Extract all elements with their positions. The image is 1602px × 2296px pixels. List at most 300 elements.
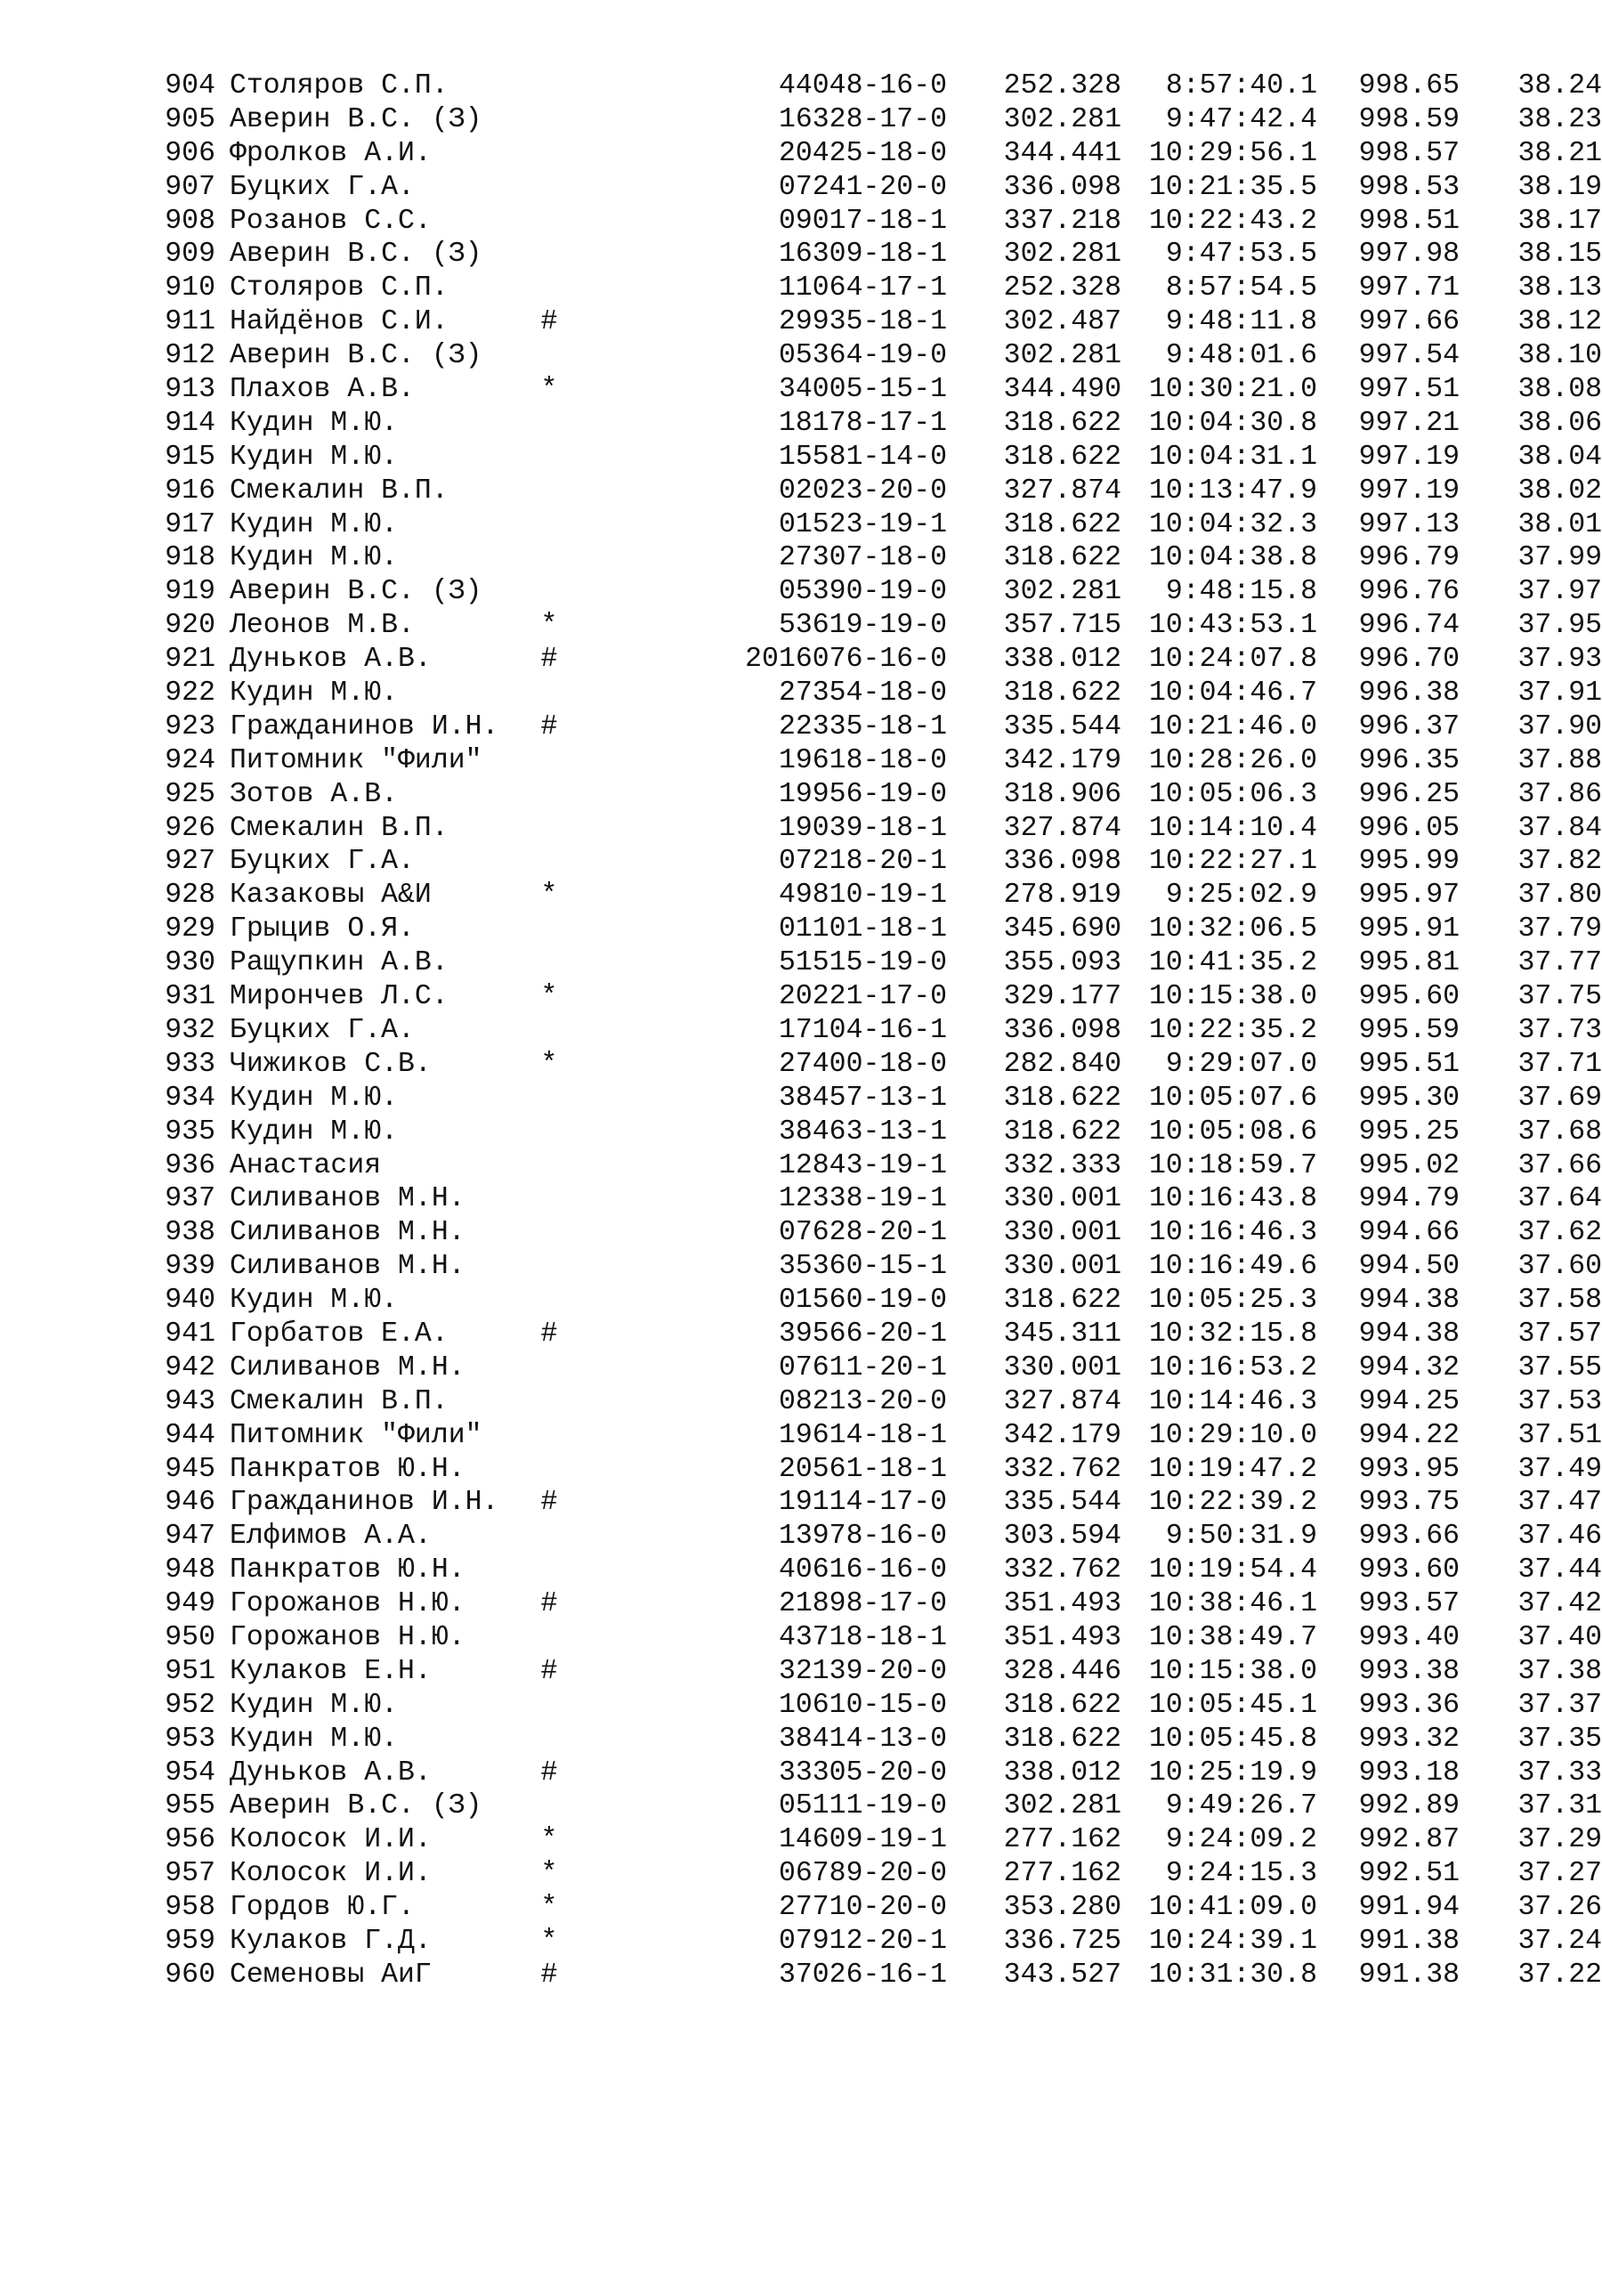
fancier-name: Чижиков С.В. xyxy=(230,1048,432,1080)
speed: 993.75 xyxy=(1358,1487,1460,1519)
distance: 342.179 xyxy=(1003,744,1121,776)
speed: 998.51 xyxy=(1358,205,1460,237)
points: 38.19 xyxy=(1517,171,1602,203)
place-number: 957 xyxy=(165,1858,215,1890)
distance: 345.311 xyxy=(1003,1318,1121,1350)
place-number: 911 xyxy=(165,306,215,338)
result-row xyxy=(160,1116,1602,1149)
fancier-name: Силиванов М.Н. xyxy=(230,1251,465,1283)
speed: 991.94 xyxy=(1358,1892,1460,1924)
result-row xyxy=(160,1689,1602,1723)
category-mark: * xyxy=(540,1048,558,1080)
points: 37.80 xyxy=(1517,880,1602,912)
distance: 318.622 xyxy=(1003,677,1121,710)
place-number: 920 xyxy=(165,610,215,642)
speed: 993.32 xyxy=(1358,1723,1460,1755)
points: 37.40 xyxy=(1517,1621,1602,1653)
place-number: 950 xyxy=(165,1621,215,1653)
speed: 997.98 xyxy=(1358,239,1460,271)
fancier-name: Кудин М.Ю. xyxy=(230,441,399,473)
result-row xyxy=(160,305,1602,339)
ring-number: 22335-18-1 xyxy=(778,710,947,742)
arrival-time: 8:57:54.5 xyxy=(1165,272,1317,304)
result-row xyxy=(160,541,1602,575)
arrival-time: 10:22:43.2 xyxy=(1148,205,1317,237)
arrival-time: 10:22:39.2 xyxy=(1148,1487,1317,1519)
arrival-time: 10:16:49.6 xyxy=(1148,1251,1317,1283)
place-number: 947 xyxy=(165,1521,215,1553)
arrival-time: 10:14:10.4 xyxy=(1148,812,1317,844)
points: 37.91 xyxy=(1517,677,1602,710)
ring-number: 35360-15-1 xyxy=(778,1251,947,1283)
points: 37.51 xyxy=(1517,1419,1602,1451)
points: 37.64 xyxy=(1517,1183,1602,1215)
distance: 353.280 xyxy=(1003,1892,1121,1924)
result-row xyxy=(160,1554,1602,1587)
fancier-name: Розанов С.С. xyxy=(230,205,432,237)
results-table xyxy=(160,69,1602,1992)
result-row xyxy=(160,710,1602,744)
points: 38.10 xyxy=(1517,340,1602,372)
points: 38.02 xyxy=(1517,475,1602,507)
ring-number: 07628-20-1 xyxy=(778,1217,947,1249)
speed: 994.22 xyxy=(1358,1419,1460,1451)
speed: 997.51 xyxy=(1358,374,1460,406)
distance: 278.919 xyxy=(1003,880,1121,912)
place-number: 959 xyxy=(165,1925,215,1957)
place-number: 948 xyxy=(165,1554,215,1586)
ring-number: 34005-15-1 xyxy=(778,374,947,406)
distance: 335.544 xyxy=(1003,1487,1121,1519)
ring-number: 02023-20-0 xyxy=(778,475,947,507)
speed: 993.38 xyxy=(1358,1655,1460,1687)
fancier-name: Смекалин В.П. xyxy=(230,475,449,507)
speed: 992.51 xyxy=(1358,1858,1460,1890)
ring-number: 40616-16-0 xyxy=(778,1554,947,1586)
place-number: 935 xyxy=(165,1116,215,1148)
distance: 302.281 xyxy=(1003,103,1121,135)
result-row xyxy=(160,1082,1602,1116)
distance: 337.218 xyxy=(1003,205,1121,237)
fancier-name: Найдёнов С.И. xyxy=(230,306,449,338)
points: 38.13 xyxy=(1517,272,1602,304)
place-number: 913 xyxy=(165,374,215,406)
speed: 995.59 xyxy=(1358,1014,1460,1046)
result-row xyxy=(160,441,1602,475)
ring-number: 20221-17-0 xyxy=(778,981,947,1013)
distance: 327.874 xyxy=(1003,475,1121,507)
arrival-time: 10:14:46.3 xyxy=(1148,1385,1317,1417)
arrival-time: 10:05:25.3 xyxy=(1148,1285,1317,1317)
place-number: 912 xyxy=(165,340,215,372)
speed: 993.57 xyxy=(1358,1588,1460,1620)
arrival-time: 10:28:26.0 xyxy=(1148,744,1317,776)
points: 38.12 xyxy=(1517,306,1602,338)
arrival-time: 9:47:53.5 xyxy=(1165,239,1317,271)
place-number: 956 xyxy=(165,1824,215,1856)
category-mark: # xyxy=(540,1588,558,1620)
fancier-name: Кудин М.Ю. xyxy=(230,1082,399,1114)
points: 37.53 xyxy=(1517,1385,1602,1417)
ring-number: 27354-18-0 xyxy=(778,677,947,710)
fancier-name: Кудин М.Ю. xyxy=(230,1116,399,1148)
ring-number: 15581-14-0 xyxy=(778,441,947,473)
speed: 996.37 xyxy=(1358,710,1460,742)
distance: 303.594 xyxy=(1003,1521,1121,1553)
result-row xyxy=(160,1857,1602,1891)
ring-number: 2016076-16-0 xyxy=(745,644,947,676)
fancier-name: Грыцив О.Я. xyxy=(230,913,415,945)
speed: 993.18 xyxy=(1358,1756,1460,1789)
ring-number: 06789-20-0 xyxy=(778,1858,947,1890)
arrival-time: 10:05:45.8 xyxy=(1148,1723,1317,1755)
arrival-time: 10:16:43.8 xyxy=(1148,1183,1317,1215)
fancier-name: Горожанов Н.Ю. xyxy=(230,1621,465,1653)
speed: 995.91 xyxy=(1358,913,1460,945)
fancier-name: Столяров С.П. xyxy=(230,272,449,304)
points: 37.73 xyxy=(1517,1014,1602,1046)
points: 37.68 xyxy=(1517,1116,1602,1148)
result-row xyxy=(160,946,1602,980)
points: 37.66 xyxy=(1517,1149,1602,1181)
points: 37.44 xyxy=(1517,1554,1602,1586)
arrival-time: 10:22:27.1 xyxy=(1148,846,1317,878)
points: 38.04 xyxy=(1517,441,1602,473)
ring-number: 16309-18-1 xyxy=(778,239,947,271)
speed: 994.38 xyxy=(1358,1318,1460,1350)
place-number: 928 xyxy=(165,880,215,912)
arrival-time: 10:21:35.5 xyxy=(1148,171,1317,203)
distance: 318.622 xyxy=(1003,1116,1121,1148)
result-row xyxy=(160,1723,1602,1756)
ring-number: 32139-20-0 xyxy=(778,1655,947,1687)
place-number: 923 xyxy=(165,710,215,742)
category-mark: # xyxy=(540,1959,558,1991)
ring-number: 10610-15-0 xyxy=(778,1689,947,1721)
place-number: 958 xyxy=(165,1892,215,1924)
result-row xyxy=(160,272,1602,305)
fancier-name: Дуньков А.В. xyxy=(230,644,432,676)
place-number: 916 xyxy=(165,475,215,507)
points: 37.35 xyxy=(1517,1723,1602,1755)
category-mark: # xyxy=(540,1756,558,1789)
ring-number: 19039-18-1 xyxy=(778,812,947,844)
points: 37.97 xyxy=(1517,576,1602,608)
place-number: 943 xyxy=(165,1385,215,1417)
category-mark: # xyxy=(540,1655,558,1687)
distance: 342.179 xyxy=(1003,1419,1121,1451)
arrival-time: 10:25:19.9 xyxy=(1148,1756,1317,1789)
result-row xyxy=(160,744,1602,778)
place-number: 930 xyxy=(165,947,215,979)
place-number: 960 xyxy=(165,1959,215,1991)
arrival-time: 9:29:07.0 xyxy=(1165,1048,1317,1080)
points: 37.27 xyxy=(1517,1858,1602,1890)
place-number: 922 xyxy=(165,677,215,710)
distance: 328.446 xyxy=(1003,1655,1121,1687)
place-number: 936 xyxy=(165,1149,215,1181)
arrival-time: 9:47:42.4 xyxy=(1165,103,1317,135)
distance: 318.622 xyxy=(1003,1723,1121,1755)
fancier-name: Кулаков Г.Д. xyxy=(230,1925,432,1957)
result-row xyxy=(160,1756,1602,1790)
distance: 351.493 xyxy=(1003,1621,1121,1653)
points: 37.71 xyxy=(1517,1048,1602,1080)
speed: 995.25 xyxy=(1358,1116,1460,1148)
points: 38.21 xyxy=(1517,137,1602,169)
fancier-name: Столяров С.П. xyxy=(230,70,449,101)
speed: 994.25 xyxy=(1358,1385,1460,1417)
arrival-time: 10:32:06.5 xyxy=(1148,913,1317,945)
ring-number: 12843-19-1 xyxy=(778,1149,947,1181)
fancier-name: Панкратов Ю.Н. xyxy=(230,1554,465,1586)
result-row xyxy=(160,407,1602,441)
arrival-time: 10:30:21.0 xyxy=(1148,374,1317,406)
arrival-time: 8:57:40.1 xyxy=(1165,70,1317,101)
distance: 351.493 xyxy=(1003,1588,1121,1620)
fancier-name: Гражданинов И.Н. xyxy=(230,710,499,742)
distance: 330.001 xyxy=(1003,1183,1121,1215)
distance: 302.281 xyxy=(1003,340,1121,372)
points: 37.84 xyxy=(1517,812,1602,844)
category-mark: * xyxy=(540,880,558,912)
arrival-time: 9:48:15.8 xyxy=(1165,576,1317,608)
fancier-name: Смекалин В.П. xyxy=(230,1385,449,1417)
arrival-time: 10:43:53.1 xyxy=(1148,610,1317,642)
arrival-time: 10:05:06.3 xyxy=(1148,778,1317,810)
ring-number: 19956-19-0 xyxy=(778,778,947,810)
points: 38.23 xyxy=(1517,103,1602,135)
fancier-name: Питомник "Фили" xyxy=(230,1419,482,1451)
distance: 318.622 xyxy=(1003,508,1121,540)
arrival-time: 10:15:38.0 xyxy=(1148,1655,1317,1687)
speed: 996.76 xyxy=(1358,576,1460,608)
fancier-name: Аверин В.С. (З) xyxy=(230,103,482,135)
points: 38.17 xyxy=(1517,205,1602,237)
points: 37.95 xyxy=(1517,610,1602,642)
ring-number: 18178-17-1 xyxy=(778,407,947,439)
arrival-time: 9:50:31.9 xyxy=(1165,1521,1317,1553)
place-number: 904 xyxy=(165,70,215,101)
ring-number: 05111-19-0 xyxy=(778,1790,947,1822)
speed: 994.79 xyxy=(1358,1183,1460,1215)
ring-number: 08213-20-0 xyxy=(778,1385,947,1417)
fancier-name: Аверин В.С. (З) xyxy=(230,576,482,608)
points: 37.77 xyxy=(1517,947,1602,979)
speed: 991.38 xyxy=(1358,1925,1460,1957)
speed: 997.13 xyxy=(1358,508,1460,540)
speed: 998.57 xyxy=(1358,137,1460,169)
fancier-name: Кудин М.Ю. xyxy=(230,1723,399,1755)
distance: 318.622 xyxy=(1003,542,1121,574)
distance: 335.544 xyxy=(1003,710,1121,742)
arrival-time: 9:48:11.8 xyxy=(1165,306,1317,338)
speed: 993.60 xyxy=(1358,1554,1460,1586)
fancier-name: Кудин М.Ю. xyxy=(230,1689,399,1721)
arrival-time: 9:48:01.6 xyxy=(1165,340,1317,372)
ring-number: 07241-20-0 xyxy=(778,171,947,203)
points: 37.26 xyxy=(1517,1892,1602,1924)
distance: 330.001 xyxy=(1003,1351,1121,1383)
points: 37.49 xyxy=(1517,1453,1602,1485)
fancier-name: Кудин М.Ю. xyxy=(230,407,399,439)
place-number: 925 xyxy=(165,778,215,810)
result-row xyxy=(160,1284,1602,1318)
ring-number: 07611-20-1 xyxy=(778,1351,947,1383)
distance: 338.012 xyxy=(1003,1756,1121,1789)
fancier-name: Панкратов Ю.Н. xyxy=(230,1453,465,1485)
arrival-time: 10:04:46.7 xyxy=(1148,677,1317,710)
result-row xyxy=(160,879,1602,913)
ring-number: 37026-16-1 xyxy=(778,1959,947,1991)
fancier-name: Кудин М.Ю. xyxy=(230,1285,399,1317)
arrival-time: 10:19:54.4 xyxy=(1148,1554,1317,1586)
category-mark: * xyxy=(540,1892,558,1924)
distance: 277.162 xyxy=(1003,1824,1121,1856)
place-number: 946 xyxy=(165,1487,215,1519)
place-number: 924 xyxy=(165,744,215,776)
result-row xyxy=(160,1621,1602,1655)
speed: 997.66 xyxy=(1358,306,1460,338)
category-mark: # xyxy=(540,1318,558,1350)
fancier-name: Аверин В.С. (З) xyxy=(230,239,482,271)
place-number: 954 xyxy=(165,1756,215,1789)
place-number: 917 xyxy=(165,508,215,540)
points: 37.29 xyxy=(1517,1824,1602,1856)
ring-number: 51515-19-0 xyxy=(778,947,947,979)
arrival-time: 10:38:49.7 xyxy=(1148,1621,1317,1653)
result-row xyxy=(160,1182,1602,1216)
place-number: 921 xyxy=(165,644,215,676)
fancier-name: Смекалин В.П. xyxy=(230,812,449,844)
speed: 997.19 xyxy=(1358,475,1460,507)
place-number: 906 xyxy=(165,137,215,169)
result-row xyxy=(160,1789,1602,1823)
distance: 343.527 xyxy=(1003,1959,1121,1991)
speed: 996.25 xyxy=(1358,778,1460,810)
distance: 277.162 xyxy=(1003,1858,1121,1890)
distance: 318.622 xyxy=(1003,1689,1121,1721)
fancier-name: Буцких Г.А. xyxy=(230,846,415,878)
points: 37.58 xyxy=(1517,1285,1602,1317)
result-row xyxy=(160,1250,1602,1284)
points: 37.24 xyxy=(1517,1925,1602,1957)
arrival-time: 9:24:15.3 xyxy=(1165,1858,1317,1890)
result-row xyxy=(160,238,1602,272)
speed: 996.70 xyxy=(1358,644,1460,676)
arrival-time: 10:21:46.0 xyxy=(1148,710,1317,742)
distance: 344.441 xyxy=(1003,137,1121,169)
points: 37.93 xyxy=(1517,644,1602,676)
points: 37.88 xyxy=(1517,744,1602,776)
result-row xyxy=(160,575,1602,609)
ring-number: 38414-13-0 xyxy=(778,1723,947,1755)
speed: 993.40 xyxy=(1358,1621,1460,1653)
ring-number: 38463-13-1 xyxy=(778,1116,947,1148)
arrival-time: 10:31:30.8 xyxy=(1148,1959,1317,1991)
speed: 995.51 xyxy=(1358,1048,1460,1080)
category-mark: # xyxy=(540,306,558,338)
result-row xyxy=(160,1216,1602,1250)
ring-number: 19614-18-1 xyxy=(778,1419,947,1451)
speed: 994.66 xyxy=(1358,1217,1460,1249)
ring-number: 44048-16-0 xyxy=(778,70,947,101)
category-mark: # xyxy=(540,644,558,676)
distance: 327.874 xyxy=(1003,812,1121,844)
ring-number: 29935-18-1 xyxy=(778,306,947,338)
arrival-time: 10:05:45.1 xyxy=(1148,1689,1317,1721)
speed: 997.21 xyxy=(1358,407,1460,439)
distance: 282.840 xyxy=(1003,1048,1121,1080)
arrival-time: 10:15:38.0 xyxy=(1148,981,1317,1013)
distance: 330.001 xyxy=(1003,1251,1121,1283)
place-number: 914 xyxy=(165,407,215,439)
fancier-name: Силиванов М.Н. xyxy=(230,1183,465,1215)
ring-number: 20425-18-0 xyxy=(778,137,947,169)
place-number: 931 xyxy=(165,981,215,1013)
arrival-time: 10:18:59.7 xyxy=(1148,1149,1317,1181)
arrival-time: 10:04:32.3 xyxy=(1148,508,1317,540)
distance: 332.333 xyxy=(1003,1149,1121,1181)
speed: 991.38 xyxy=(1358,1959,1460,1991)
distance: 330.001 xyxy=(1003,1217,1121,1249)
place-number: 915 xyxy=(165,441,215,473)
place-number: 942 xyxy=(165,1351,215,1383)
speed: 995.99 xyxy=(1358,846,1460,878)
result-row xyxy=(160,373,1602,407)
place-number: 908 xyxy=(165,205,215,237)
ring-number: 19114-17-0 xyxy=(778,1487,947,1519)
points: 37.38 xyxy=(1517,1655,1602,1687)
speed: 995.30 xyxy=(1358,1082,1460,1114)
speed: 993.66 xyxy=(1358,1521,1460,1553)
points: 37.62 xyxy=(1517,1217,1602,1249)
fancier-name: Кудин М.Ю. xyxy=(230,508,399,540)
result-row xyxy=(160,475,1602,508)
distance: 355.093 xyxy=(1003,947,1121,979)
category-mark: * xyxy=(540,981,558,1013)
place-number: 918 xyxy=(165,542,215,574)
fancier-name: Буцких Г.А. xyxy=(230,171,415,203)
place-number: 905 xyxy=(165,103,215,135)
place-number: 907 xyxy=(165,171,215,203)
place-number: 953 xyxy=(165,1723,215,1755)
speed: 994.50 xyxy=(1358,1251,1460,1283)
result-row xyxy=(160,609,1602,643)
points: 37.47 xyxy=(1517,1487,1602,1519)
ring-number: 20561-18-1 xyxy=(778,1453,947,1485)
fancier-name: Мирончев Л.С. xyxy=(230,981,449,1013)
fancier-name: Кудин М.Ю. xyxy=(230,677,399,710)
place-number: 910 xyxy=(165,272,215,304)
arrival-time: 10:16:53.2 xyxy=(1148,1351,1317,1383)
ring-number: 01560-19-0 xyxy=(778,1285,947,1317)
arrival-time: 10:05:08.6 xyxy=(1148,1116,1317,1148)
place-number: 941 xyxy=(165,1318,215,1350)
ring-number: 07218-20-1 xyxy=(778,846,947,878)
arrival-time: 10:41:35.2 xyxy=(1148,947,1317,979)
fancier-name: Анастасия xyxy=(230,1149,382,1181)
fancier-name: Колосок И.И. xyxy=(230,1858,432,1890)
points: 37.69 xyxy=(1517,1082,1602,1114)
points: 38.24 xyxy=(1517,70,1602,101)
ring-number: 27307-18-0 xyxy=(778,542,947,574)
fancier-name: Зотов А.В. xyxy=(230,778,399,810)
distance: 336.098 xyxy=(1003,1014,1121,1046)
ring-number: 16328-17-0 xyxy=(778,103,947,135)
speed: 998.59 xyxy=(1358,103,1460,135)
ring-number: 01101-18-1 xyxy=(778,913,947,945)
